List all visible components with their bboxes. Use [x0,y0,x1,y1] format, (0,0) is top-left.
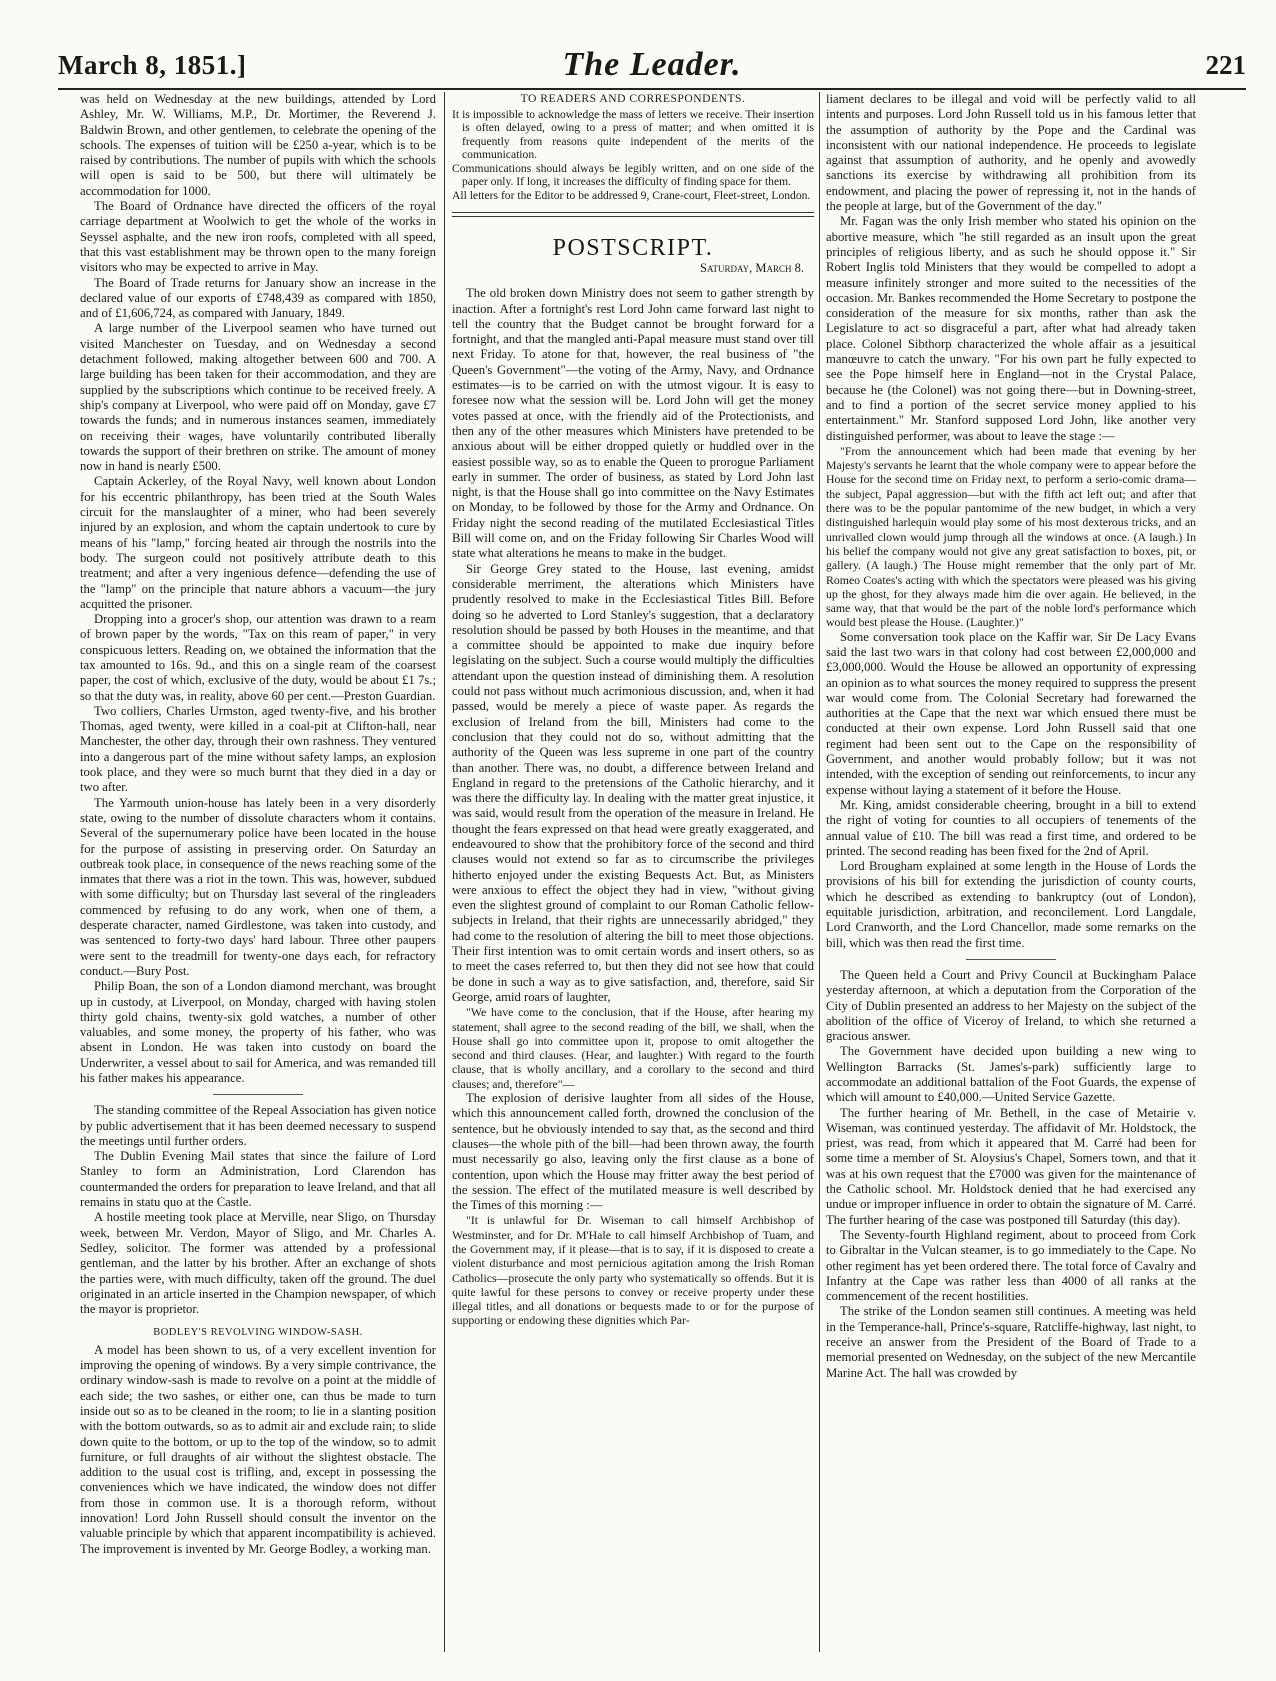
paragraph: liament declares to be illegal and void will be perfectly valid to all intents and purposes. Lord John Russell told us in his famous letter that the assumption of authority by the Pope and the Cardinal was inconsistent with our national independence. He proceeds to legislate against that assumption of authority, and he openly and avowedly sanctions its exercise by withdrawing all prohibition from its endowment, and placing the power of repressing it, not in the hands of the people at large, but of the Government of the day." [826,92,1196,214]
paragraph: A hostile meeting took place at Merville, near Sligo, on Thursday week, between Mr. Verdon, Mayor of Sligo, and Mr. Charles A. Sedley, solicitor. The former was attended by a professional gentleman, and the latter by his brother. After an exchange of shots the parties were, with much difficulty, taken off the ground. The duel originated in an article inserted in the Champion newspaper, of which the mayor is proprietor. [80,1210,436,1317]
paragraph: Captain Ackerley, of the Royal Navy, well known about London for his eccentric philanthropy, has been tried at the South Wales circuit for the manslaughter of a miner, who had been severely injured by an explosion, and whom the captain undertook to cure by means of his "lamp," forcing heated air through the nostrils into the body. The surgeon could not positively attribute death to this treatment; and after a very ingenious defence—defending the use of the "lamp" on the principle that nature abhors a vacuum—the jury acquitted the prisoner. [80,474,436,611]
masthead [58,46,1246,86]
notice-heading: TO READERS AND CORRESPONDENTS. [520,92,746,105]
postscript-title: POSTSCRIPT. [552,235,714,261]
paragraph: Mr. King, amidst considerable cheering, brought in a bill to extend the right of voting for counties to all occupiers of tenements of the annual value of £10. The bill was read a first time, and ordered to be printed. The second reading has been fixed for the 2nd of April. [826,797,1196,858]
paragraph: The Government have decided upon building a new wing to Wellington Barracks (St. James's-park) sufficiently large to accommodate an additional battalion of the Foot Guards, the expense of which will amount to £40,000.—United Service Gazette. [826,1044,1196,1105]
paragraph: Some conversation took place on the Kaffir war. Sir De Lacy Evans said the last two wars in that colony had cost between £2,000,000 and £3,000,000. Would the House be allowed an opportunity of expressing an opinion as to what sources the money required to suppress the present war would come from. The Colonial Secretary had forewarned the authorities at the Cape that the next war which ensued there must be conducted at their own expense. Lord John Russell said that one regiment had been sent out to the Cape on the responsibility of Government, and another would probably follow; but it was not intended, with the exception of sending out reinforcements, to incur any expense without laying a statement of it before the House. [826,629,1196,797]
header-rule [58,88,1246,90]
paragraph: The Dublin Evening Mail states that since the failure of Lord Stanley to form an Administration, Lord Clarendon has countermanded the orders for preparation to leave Ireland, and that all remains in statu quo at the Castle. [80,1149,436,1210]
page-number: 221 [1205,50,1246,80]
paragraph: Mr. Fagan was the only Irish member who stated his opinion on the abortive measure, which "he still regarded as an insult upon the great principles of religious liberty, and as such he should oppose it." Sir Robert Inglis told Ministers that they would be compelled to adopt a measure infinitely stronger and more suited to the necessities of the occasion. Mr. Bankes recommended the Home Secretary to postpone the consideration of the measure for six months, rather than ask the Legislature to act so disgraceful a part, after what had already taken place. Colonel Sibthorp characterized the whole affair as a jesuitical manœuvre to catch the unwary. "For his own part he fully expected to see the Pope himself here in England—not in the Crystal Palace, because he (the Colonel) was not going there—but in Downing-street, and to find a portion of the secret service money applied to his entertainment." Mr. Stanford supposed Lord John, like another very distinguished performer, was about to leave the stage :— [826,214,1196,443]
paragraph: The Yarmouth union-house has lately been in a very disorderly state, owing to the number of dissolute characters whom it contains. Several of the supernumerary police have been located in the house for the purpose of assisting in preserving order. On Saturday an outbreak took place, in consequence of the news reaching some of the inmates that there was a riot in the town. This was, however, subdued with some difficulty; but on Thursday last several of the ringleaders commenced by refusing to do any work, when one of them, a desperate character, named Girdlestone, was taken into custody, and was sentenced to forty-two days' hard labour. Three other paupers were sent to the treadmill for twenty-one days each, for refractory conduct.—Bury Post. [80,795,436,978]
newspaper-title: The Leader. [562,46,742,83]
paragraph: Philip Boan, the son of a London diamond merchant, was brought up in custody, at Liverpool, on Monday, charged with having stolen thirty gold chains, twenty-six gold watches, a number of other valuables, and some money, the property of his father, who was absent in London. He was taken into custody on board the Underwriter, a vessel about to sail for America, and was remanded till his father makes his appearance. [80,979,436,1085]
paragraph: The further hearing of Mr. Bethell, in the case of Metairie v. Wiseman, was continued yesterday. The affidavit of Mr. Holdstock, the priest, was read, from which it appeared that M. Carré had been for some time a member of St. Aloysius's Chapel, Somers town, and that it was at his own request that the £7000 was given for the maintenance of the Catholic school. Mr. Holdstock denied that he had exercised any undue or improper influence in order to obtain the signature of M. Carré. The further hearing of the case was postponed till Saturday (this day). [826,1105,1196,1227]
paragraph: The explosion of derisive laughter from all sides of the House, which this announcement called forth, drowned the conclusion of the sentence, but he obviously intended to say that, as the second and third clauses—the whole pith of the bill—had been thrown away, the fourth must necessarily go also, leaving only the first clause as a bone of contention, upon which the House may fritter away the best period of the session. The effect of the mutilated measure is well described by the Times of this morning :— [452,1091,814,1213]
double-rule [452,212,814,217]
paragraph: A model has been shown to us, of a very excellent invention for improving the opening of windows. By a very simple contrivance, the ordinary window-sash is made to revolve on a point at the middle of each side; the two sashes, or either one, can thus be made to turn inside out so as to be cleaned in the room; to lie in a slanting position with the bottom outwards, so as to admit air and exclude rain; to slide down quite to the bottom, or up to the top of the window, so to admit furniture, or full draughts of air without the slightest obstacle. The addition to the usual cost is trifling, and, except in possessing the conveniences which we have indicated, the window does not differ from those in common use. It is a thorough reform, without innovation! Lord John Russell should consult the inventor on the valuable principle by which that apparent incompatibility is achieved. The improvement is invented by Mr. George Bodley, a working man. [80,1342,436,1556]
column-3 [826,92,1196,1652]
notice-box [452,92,814,202]
section-rule [966,959,1056,960]
paragraph: Lord Brougham explained at some length in the House of Lords the provisions of his bill for extending the jurisdiction of county courts, which he described as extending to bankruptcy (out of London), equitable jurisdiction, arbitration, and reconcilement. Lord Langdale, Lord Cranworth, and the Lord Chancellor, made some remarks on the bill, which was then read the first time. [826,859,1196,950]
paragraph: Two colliers, Charles Urmston, aged twenty-five, and his brother Thomas, aged twenty, were killed in a coal-pit at Clifton-hall, near Manchester, the other day, through their own rashness. They ventured into a dangerous part of the mine without safety lamps, an explosion took place, and they were so much burnt that they died in a day or two after. [80,703,436,795]
column-divider [444,92,445,1652]
section-rule [213,1094,303,1095]
paragraph: The Board of Trade returns for January show an increase in the declared value of our exports of £748,439 as compared with 1850, and of £1,606,724, as compared with January, 1849. [80,275,436,321]
issue-date: March 8, 1851.] [58,50,247,80]
column-divider [819,92,820,1652]
section-heading: BODLEY'S REVOLVING WINDOW-SASH. [153,1327,363,1339]
paragraph: The Queen held a Court and Privy Council at Buckingham Palace yesterday afternoon, at which a deputation from the Corporation of the City of Dublin presented an address to her Majesty on the subject of the abolition of the office of Viceroy of Ireland, to which she returned a gracious answer. [826,967,1196,1044]
paragraph: was held on Wednesday at the new buildings, attended by Lord Ashley, Mr. W. Williams, M.P., Dr. Mortimer, the Reverend J. Baldwin Brown, and other gentlemen, to celebrate the opening of the schools. The expenses of tuition will be £250 a-year, which is to be raised by contributions. The number of pupils with which the schools will open is said to be 500, but there will ultimately be accommodation for 1000. [80,92,436,198]
paragraph: The Seventy-fourth Highland regiment, about to proceed from Cork to Gibraltar in the Vulcan steamer, is to go immediately to the Cape. No other regiment has yet been ordered there. The total force of Cavalry and Infantry at the Cape was rather less than 4000 of all ranks at the commencement of the recent hostilities. [826,1227,1196,1304]
paragraph: The strike of the London seamen still continues. A meeting was held in the Temperance-hall, Prince's-square, Ratcliffe-highway, last night, to receive an answer from the President of the Board of Trade to a memorial presented on Wednesday, on the subject of the new Mercantile Marine Act. The hall was crowded by [826,1304,1196,1380]
paragraph: The standing committee of the Repeal Association has given notice by public advertisement that it has been deemed necessary to suspend the meetings until further orders. [80,1103,436,1148]
notice-item: It is impossible to acknowledge the mass of letters we receive. Their insertion is often delayed, owing to a press of matter; and when omitted it is frequently from reasons quite independent of the merits of the communication. [452,107,814,161]
paragraph: Dropping into a grocer's shop, our attention was drawn to a ream of brown paper by the words, "Tax on this ream of paper," in very conspicuous letters. Reading on, we obtained the information that the tax amounted to 16s. 9d., and this on a single ream of the coarsest paper, the cost of which, exclusive of the duty, would be about £1 7s.; so that the duty was, in reality, above 60 per cent.—Preston Guardian. [80,612,436,703]
quotation: "From the announcement which had been made that evening by her Majesty's servants he learnt that the whole company were to appear before the House for the second time on Friday next, to perform a serio-comic drama—the subject, Papal aggression—but with the fifth act left out; and after that there was to be the popular pantomime of the new budget, in which a very distinguished harlequin would play some of his most dexterous tricks, and an unrivalled clown would jump through all the windows at once. (A laugh.) In his belief the company would not give any great satisfaction to boxes, pit, or gallery. (A laugh.) The House might remember that the only part of Mr. Romeo Coates's acting with which the spectators were pleased was his giving up the ghost, for they always made him die over again. He believed, in the same way, that that would be the part of the noble lord's performance which would best please the House. (Laughter.)" [826,443,1196,630]
paragraph: The old broken down Ministry does not seem to gather strength by inaction. After a fortnight's rest Lord John came forward last night to tell the country that the Budget cannot be brought forward for a fortnight, and that the mangled anti-Papal measure must stand over till next Friday. To atone for that, however, the real business of "the Queen's Government"—the voting of the Army, Navy, and Ordnance estimates—is to be carried on with the utmost vigour. It is easy to foresee now what the session will be. Lord John will get the money votes passed at once, with the friendly aid of the Protectionists, and then any of the other measures which Ministers have pretended to be anxious about will be either dropped quietly or huddled over in the easiest possible way, so as to enable the Queen to prorogue Parliament early in summer. The order of business, as stated by Lord John last night, is that the House shall go into committee on the Navy Estimates on Monday, to be followed by those for the Army and Ordnance. On Friday night the second reading of the mutilated Ecclesiastical Titles Bill will come on, and on the Friday following Sir Charles Wood will state what alterations he means to make in the budget. [452,286,814,561]
notice-item: Communications should always be legibly written, and on one side of the paper only. If long, it increases the difficulty of finding space for them. [452,161,814,188]
paragraph: The Board of Ordnance have directed the officers of the royal carriage department at Woolwich to get the whole of the works in Seyssel asphalte, and the new iron roofs, completed with all speed, that this vast establishment may be thrown open to the many foreign visitors who may be expected to arrive in May. [80,199,436,275]
column-2 [452,92,814,1652]
column-1 [80,92,436,1652]
postscript-date: Saturday, March 8. [700,261,804,275]
quotation: "It is unlawful for Dr. Wiseman to call himself Archbishop of Westminster, and for Dr. M'Hale to call himself Archbishop of Tuam, and the Government may, if it please—that is to say, if it is disposed to create a violent disturbance and most pernicious agitation among the Irish Roman Catholics—prosecute the only party who systematically so offends. But it is quite lawful for these persons to convey or receive property under these illegal titles, and all donations or bequests made to or for the purpose of supporting or endowing these dignities which Par- [452,1213,814,1328]
notice-item: All letters for the Editor to be addressed 9, Crane-court, Fleet-street, London. [452,188,811,202]
paragraph: A large number of the Liverpool seamen who have turned out visited Manchester on Tuesday, and on Wednesday a second detachment followed, making altogether between 600 and 700. A large building has been taken for their accommodation, and they are supplied by the subscriptions which continue to be received freely. A ship's company at Liverpool, who were paid off on Monday, gave £7 towards the funds; and in numerous instances seamen, immediately on receiving their wages, have voluntarily contributed liberally towards the support of their brethren on strike. The amount of money now in hand is nearly £500. [80,321,436,474]
paragraph: Sir George Grey stated to the House, last evening, amidst considerable merriment, the alterations which Ministers have prudently resolved to make in the Ecclesiastical Titles Bill. Before doing so he adverted to Lord Stanley's suggestion, that a declaratory resolution should be passed by both Houses in the meantime, and that a committee should be appointed to make due inquiry before legislating on the subject. Such a course would multiply the difficulties attendant upon the question instead of diminishing them. A resolution could not pass without much acrimonious discussion, and, when it had passed, would be merely a piece of waste paper. As regards the exclusion of Ireland from the bill, Ministers had come to the conclusion that they could not do so, without admitting that the authority of the Queen was less supreme in one part of the country than another. There was, no doubt, a difference between Ireland and England in regard to the pretensions of the Catholic hierarchy, and it was there the difficulty lay. In dealing with the matter great injustice, it was said, would result from the operation of the measure in Ireland. He thought the fears expressed on that head were greatly exaggerated, and endeavoured to show that the prohibitory force of the second and third clauses would not extend so far as to circumscribe the privileges hitherto enjoyed under the existing Bequests Act. But, as Ministers were anxious to effect the object they had in view, "without giving even the slightest ground of complaint to our Roman Catholic fellow-subjects in Ireland, that their rights are unnecessarily abridged," they had come to the resolution of altering the bill to meet those objections. Their first intention was to omit certain words and insert others, so as to meet the cases referred to, but then they did not see how that could be done in such a way as to give satisfaction, and, therefore, said Sir George, amid roars of laughter, [452,561,814,1004]
quotation: "We have come to the conclusion, that if the House, after hearing my statement, shall agree to the second reading of the bill, we shall, when the House shall go into committee upon it, propose to omit altogether the second and third clauses. (Hear, and laughter.) With regard to the fourth clause, that is wholly ancillary, and a corollary to the second and third clauses; and, therefore"— [452,1005,814,1091]
